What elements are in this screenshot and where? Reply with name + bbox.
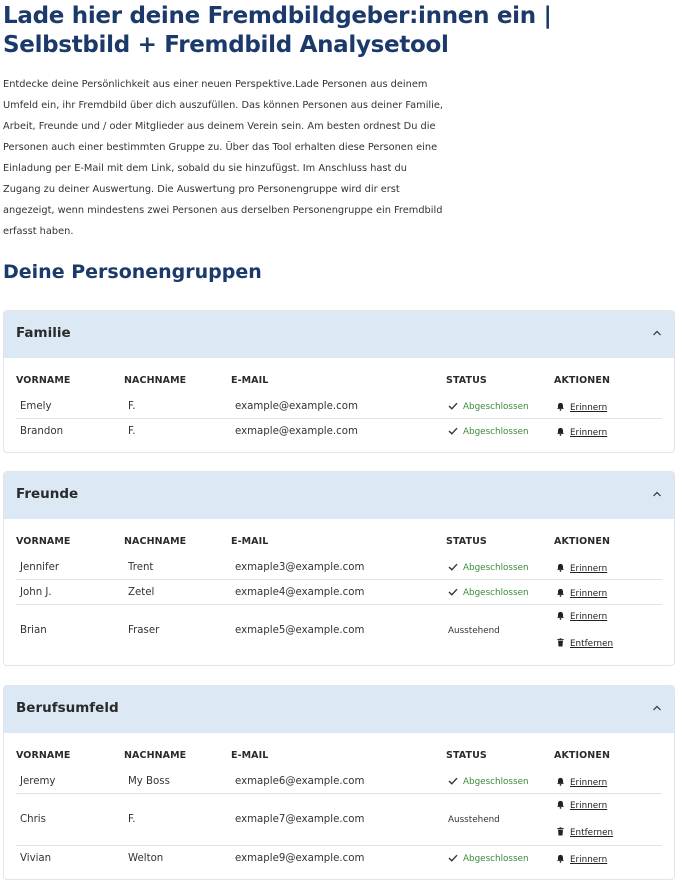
check-icon	[448, 777, 458, 785]
remind-label: Erinnern	[570, 612, 608, 622]
cell-email: exmaple7@example.com	[235, 814, 365, 825]
status-badge	[448, 402, 529, 412]
trash-icon	[556, 638, 565, 647]
check-icon	[448, 563, 458, 571]
bell-icon	[556, 800, 565, 809]
chevron-up-icon	[651, 702, 663, 714]
cell-nachname: F.	[128, 426, 136, 437]
check-icon	[448, 427, 458, 435]
group-card	[3, 310, 675, 453]
cell-vorname: Chris	[20, 814, 46, 825]
column-header-status: STATUS	[446, 536, 487, 547]
cell-nachname: F.	[128, 401, 136, 412]
group-card	[3, 471, 675, 666]
cell-email: exmaple6@example.com	[235, 776, 365, 787]
column-header-email: E-MAIL	[231, 536, 269, 547]
remind-label: Erinnern	[570, 403, 608, 413]
status-label: Abgeschlossen	[463, 563, 529, 573]
table-row	[16, 605, 662, 657]
bell-icon	[556, 611, 565, 620]
bell-icon	[556, 402, 565, 411]
cell-email: exmaple@example.com	[235, 426, 358, 437]
group-name: Freunde	[16, 486, 79, 502]
group-header[interactable]	[4, 311, 674, 358]
bell-icon	[556, 563, 565, 572]
remind-button[interactable]	[556, 402, 607, 413]
remove-label: Entfernen	[570, 828, 614, 838]
status-badge	[448, 815, 500, 825]
column-header-vorname: VORNAME	[16, 375, 71, 386]
remove-label: Entfernen	[570, 639, 614, 649]
cell-nachname: Trent	[128, 562, 154, 573]
chevron-up-icon	[651, 327, 663, 339]
status-label: Abgeschlossen	[463, 427, 529, 437]
chevron-up-icon	[651, 488, 663, 500]
remind-button[interactable]	[556, 427, 607, 438]
check-icon	[448, 402, 458, 410]
column-header-aktionen: AKTIONEN	[554, 375, 610, 386]
remind-label: Erinnern	[570, 778, 608, 788]
cell-nachname: Fraser	[128, 625, 160, 636]
group-header[interactable]	[4, 472, 674, 519]
cell-vorname: Brian	[20, 625, 47, 636]
cell-vorname: Brandon	[20, 426, 64, 437]
group-table	[4, 733, 674, 879]
cell-nachname: Zetel	[128, 587, 155, 598]
cell-vorname: Vivian	[20, 853, 52, 864]
column-header-status: STATUS	[446, 750, 487, 761]
table-row	[16, 769, 662, 794]
remove-button[interactable]	[556, 638, 613, 649]
bell-icon	[556, 777, 565, 786]
table-row	[16, 580, 662, 605]
column-header-nachname: NACHNAME	[124, 375, 187, 386]
column-header-aktionen: AKTIONEN	[554, 750, 610, 761]
remove-button[interactable]	[556, 827, 613, 838]
status-label: Abgeschlossen	[463, 777, 529, 787]
group-card	[3, 685, 675, 880]
cell-email: example@example.com	[235, 401, 358, 412]
trash-icon	[556, 827, 565, 836]
cell-email: exmaple4@example.com	[235, 587, 365, 598]
status-label: Ausstehend	[448, 815, 500, 825]
remind-button[interactable]	[556, 563, 607, 574]
status-label: Abgeschlossen	[463, 588, 529, 598]
bell-icon	[556, 427, 565, 436]
cell-vorname: Jennifer	[20, 562, 60, 573]
cell-nachname: Welton	[128, 853, 164, 864]
column-header-vorname: VORNAME	[16, 536, 71, 547]
remind-button[interactable]	[556, 611, 607, 622]
remind-button[interactable]	[556, 800, 607, 811]
remind-label: Erinnern	[570, 428, 608, 438]
cell-vorname: Jeremy	[20, 776, 56, 787]
column-header-nachname: NACHNAME	[124, 750, 187, 761]
group-table	[4, 358, 674, 452]
remind-button[interactable]	[556, 588, 607, 599]
cell-email: exmaple3@example.com	[235, 562, 365, 573]
remind-label: Erinnern	[570, 801, 608, 811]
check-icon	[448, 588, 458, 596]
bell-icon	[556, 854, 565, 863]
remind-label: Erinnern	[570, 855, 608, 865]
status-badge	[448, 854, 529, 864]
column-header-status: STATUS	[446, 375, 487, 386]
remind-button[interactable]	[556, 777, 607, 788]
status-label: Abgeschlossen	[463, 854, 529, 864]
status-badge	[448, 777, 529, 787]
column-header-email: E-MAIL	[231, 750, 269, 761]
cell-nachname: My Boss	[128, 776, 170, 787]
column-header-vorname: VORNAME	[16, 750, 71, 761]
remind-label: Erinnern	[570, 589, 608, 599]
cell-email: exmaple5@example.com	[235, 625, 365, 636]
table-row	[16, 794, 662, 846]
cell-email: exmaple9@example.com	[235, 853, 365, 864]
table-row	[16, 419, 662, 444]
remind-button[interactable]	[556, 854, 607, 865]
group-header[interactable]	[4, 686, 674, 733]
status-badge	[448, 626, 500, 636]
page-title: Lade hier deine Fremdbildgeber:innen ein | Selbstbild + Fremdbild Analysetool	[3, 3, 552, 58]
table-row	[16, 555, 662, 580]
column-header-aktionen: AKTIONEN	[554, 536, 610, 547]
check-icon	[448, 854, 458, 862]
group-name: Berufsumfeld	[16, 700, 119, 716]
group-name: Familie	[16, 325, 71, 341]
status-badge	[448, 563, 529, 573]
status-label: Abgeschlossen	[463, 402, 529, 412]
column-header-email: E-MAIL	[231, 375, 269, 386]
status-badge	[448, 588, 529, 598]
cell-vorname: Emely	[20, 401, 52, 412]
column-header-nachname: NACHNAME	[124, 536, 187, 547]
status-label: Ausstehend	[448, 626, 500, 636]
cell-vorname: John J.	[20, 587, 52, 598]
bell-icon	[556, 588, 565, 597]
intro-text: Entdecke deine Persönlichkeit aus einer neuen Perspektive.Lade Personen aus deinem Umfeld ein, ihr Fremdbild über dich auszufüllen. Das können Personen aus deiner Familie, Arbeit, Freunde und / oder Mitglieder aus deinem Verein sein. Am besten ordnest Du die Personen auch einer bestimmten Gruppe zu. Über das Tool erhalten diese Personen eine Einladung per E-Mail mit dem Link, sobald du sie hinzufügst. Im Anschluss hast du Zugang zu deiner Auswertung. Die Auswertung pro Personengruppe wird dir erst angezeigt, wenn mindestens zwei Personen aus derselben Personengruppe ein Fremdbild erfasst haben.	[3, 79, 443, 237]
table-row	[16, 846, 662, 871]
table-row	[16, 394, 662, 419]
cell-nachname: F.	[128, 814, 136, 825]
status-badge	[448, 427, 529, 437]
group-table	[4, 519, 674, 665]
remind-label: Erinnern	[570, 564, 608, 574]
section-title: Deine Personengruppen	[3, 261, 262, 283]
